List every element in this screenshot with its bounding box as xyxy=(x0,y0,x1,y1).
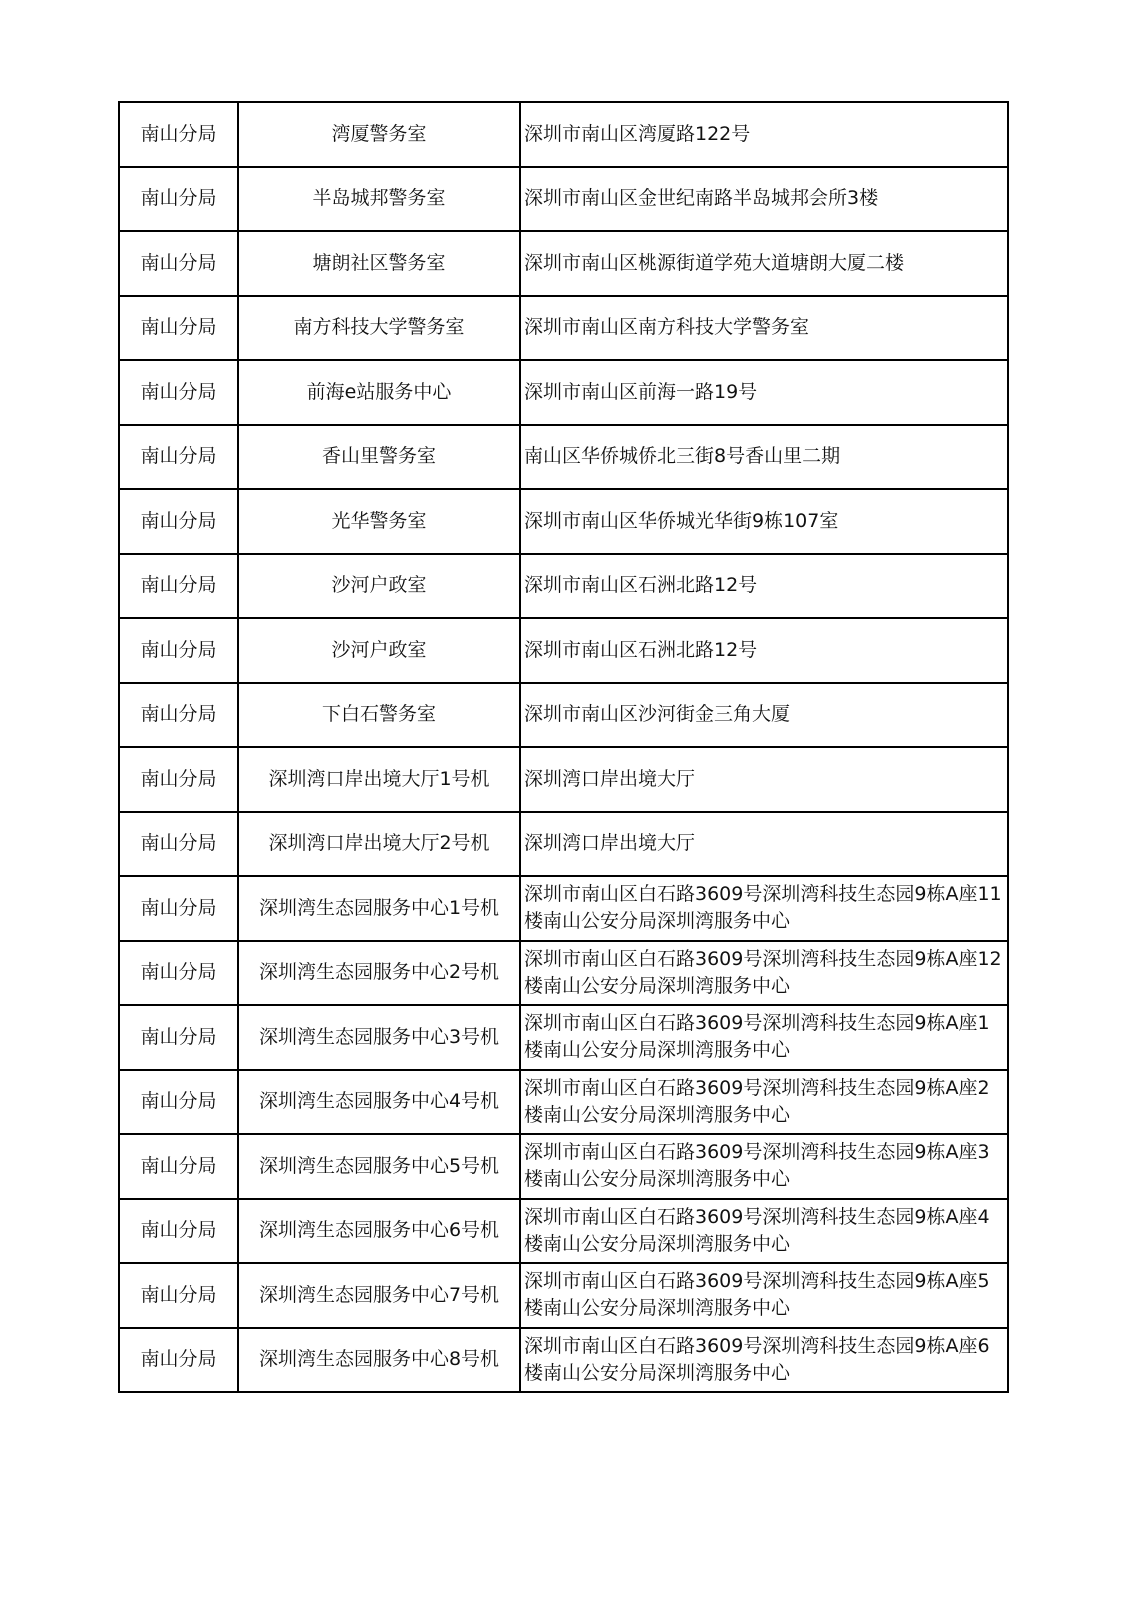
branch-cell: 南山分局 xyxy=(119,102,238,167)
branch-cell: 南山分局 xyxy=(119,231,238,296)
station-name-cell: 香山里警务室 xyxy=(238,425,520,490)
address-cell: 深圳湾口岸出境大厅 xyxy=(520,812,1008,877)
address-cell: 深圳湾口岸出境大厅 xyxy=(520,747,1008,812)
table-row xyxy=(119,812,1008,877)
station-name-cell: 塘朗社区警务室 xyxy=(238,231,520,296)
address-cell: 深圳市南山区白石路3609号深圳湾科技生态园9栋A座11楼南山公安分局深圳湾服务中心 xyxy=(520,876,1008,941)
table-row xyxy=(119,489,1008,554)
branch-cell: 南山分局 xyxy=(119,618,238,683)
branch-cell: 南山分局 xyxy=(119,941,238,1006)
station-name-cell: 深圳湾口岸出境大厅1号机 xyxy=(238,747,520,812)
station-name-cell: 深圳湾生态园服务中心2号机 xyxy=(238,941,520,1006)
address-cell: 深圳市南山区沙河街金三角大厦 xyxy=(520,683,1008,748)
station-name-cell: 深圳湾生态园服务中心3号机 xyxy=(238,1005,520,1070)
branch-cell: 南山分局 xyxy=(119,167,238,232)
table-row xyxy=(119,167,1008,232)
branch-cell: 南山分局 xyxy=(119,876,238,941)
address-cell: 深圳市南山区白石路3609号深圳湾科技生态园9栋A座12楼南山公安分局深圳湾服务中心 xyxy=(520,941,1008,1006)
address-cell: 深圳市南山区白石路3609号深圳湾科技生态园9栋A座4楼南山公安分局深圳湾服务中心 xyxy=(520,1199,1008,1264)
table-row xyxy=(119,1134,1008,1199)
address-cell: 深圳市南山区白石路3609号深圳湾科技生态园9栋A座1楼南山公安分局深圳湾服务中心 xyxy=(520,1005,1008,1070)
station-name-cell: 光华警务室 xyxy=(238,489,520,554)
address-cell: 深圳市南山区石洲北路12号 xyxy=(520,618,1008,683)
station-name-cell: 沙河户政室 xyxy=(238,618,520,683)
station-table-body xyxy=(119,102,1008,1392)
table-row xyxy=(119,1263,1008,1328)
station-name-cell: 深圳湾生态园服务中心6号机 xyxy=(238,1199,520,1264)
branch-cell: 南山分局 xyxy=(119,1328,238,1393)
branch-cell: 南山分局 xyxy=(119,683,238,748)
table-row xyxy=(119,1328,1008,1393)
station-name-cell: 深圳湾生态园服务中心5号机 xyxy=(238,1134,520,1199)
address-cell: 深圳市南山区白石路3609号深圳湾科技生态园9栋A座3楼南山公安分局深圳湾服务中心 xyxy=(520,1134,1008,1199)
address-cell: 南山区华侨城侨北三街8号香山里二期 xyxy=(520,425,1008,490)
address-cell: 深圳市南山区华侨城光华街9栋107室 xyxy=(520,489,1008,554)
address-cell: 深圳市南山区南方科技大学警务室 xyxy=(520,296,1008,361)
table-row xyxy=(119,1005,1008,1070)
station-name-cell: 深圳湾生态园服务中心8号机 xyxy=(238,1328,520,1393)
table-row xyxy=(119,618,1008,683)
address-cell: 深圳市南山区石洲北路12号 xyxy=(520,554,1008,619)
address-cell: 深圳市南山区白石路3609号深圳湾科技生态园9栋A座2楼南山公安分局深圳湾服务中心 xyxy=(520,1070,1008,1135)
address-cell: 深圳市南山区桃源街道学苑大道塘朗大厦二楼 xyxy=(520,231,1008,296)
station-name-cell: 深圳湾生态园服务中心4号机 xyxy=(238,1070,520,1135)
station-name-cell: 下白石警务室 xyxy=(238,683,520,748)
branch-cell: 南山分局 xyxy=(119,489,238,554)
station-name-cell: 深圳湾生态园服务中心7号机 xyxy=(238,1263,520,1328)
branch-cell: 南山分局 xyxy=(119,747,238,812)
table-row xyxy=(119,102,1008,167)
table-row xyxy=(119,1070,1008,1135)
station-name-cell: 深圳湾生态园服务中心1号机 xyxy=(238,876,520,941)
branch-cell: 南山分局 xyxy=(119,425,238,490)
table-row xyxy=(119,747,1008,812)
branch-cell: 南山分局 xyxy=(119,812,238,877)
station-name-cell: 深圳湾口岸出境大厅2号机 xyxy=(238,812,520,877)
branch-cell: 南山分局 xyxy=(119,1134,238,1199)
station-name-cell: 沙河户政室 xyxy=(238,554,520,619)
table-row xyxy=(119,296,1008,361)
branch-cell: 南山分局 xyxy=(119,360,238,425)
address-cell: 深圳市南山区前海一路19号 xyxy=(520,360,1008,425)
address-cell: 深圳市南山区白石路3609号深圳湾科技生态园9栋A座6楼南山公安分局深圳湾服务中心 xyxy=(520,1328,1008,1393)
table-row xyxy=(119,360,1008,425)
address-cell: 深圳市南山区湾厦路122号 xyxy=(520,102,1008,167)
table-row xyxy=(119,1199,1008,1264)
table-row xyxy=(119,683,1008,748)
station-table xyxy=(118,101,1009,1393)
branch-cell: 南山分局 xyxy=(119,554,238,619)
table-row xyxy=(119,554,1008,619)
branch-cell: 南山分局 xyxy=(119,1070,238,1135)
table-row xyxy=(119,941,1008,1006)
station-name-cell: 半岛城邦警务室 xyxy=(238,167,520,232)
table-row xyxy=(119,876,1008,941)
station-name-cell: 湾厦警务室 xyxy=(238,102,520,167)
address-cell: 深圳市南山区金世纪南路半岛城邦会所3楼 xyxy=(520,167,1008,232)
table-row xyxy=(119,425,1008,490)
station-name-cell: 南方科技大学警务室 xyxy=(238,296,520,361)
branch-cell: 南山分局 xyxy=(119,1005,238,1070)
table-row xyxy=(119,231,1008,296)
station-name-cell: 前海e站服务中心 xyxy=(238,360,520,425)
branch-cell: 南山分局 xyxy=(119,1263,238,1328)
branch-cell: 南山分局 xyxy=(119,296,238,361)
branch-cell: 南山分局 xyxy=(119,1199,238,1264)
address-cell: 深圳市南山区白石路3609号深圳湾科技生态园9栋A座5楼南山公安分局深圳湾服务中心 xyxy=(520,1263,1008,1328)
